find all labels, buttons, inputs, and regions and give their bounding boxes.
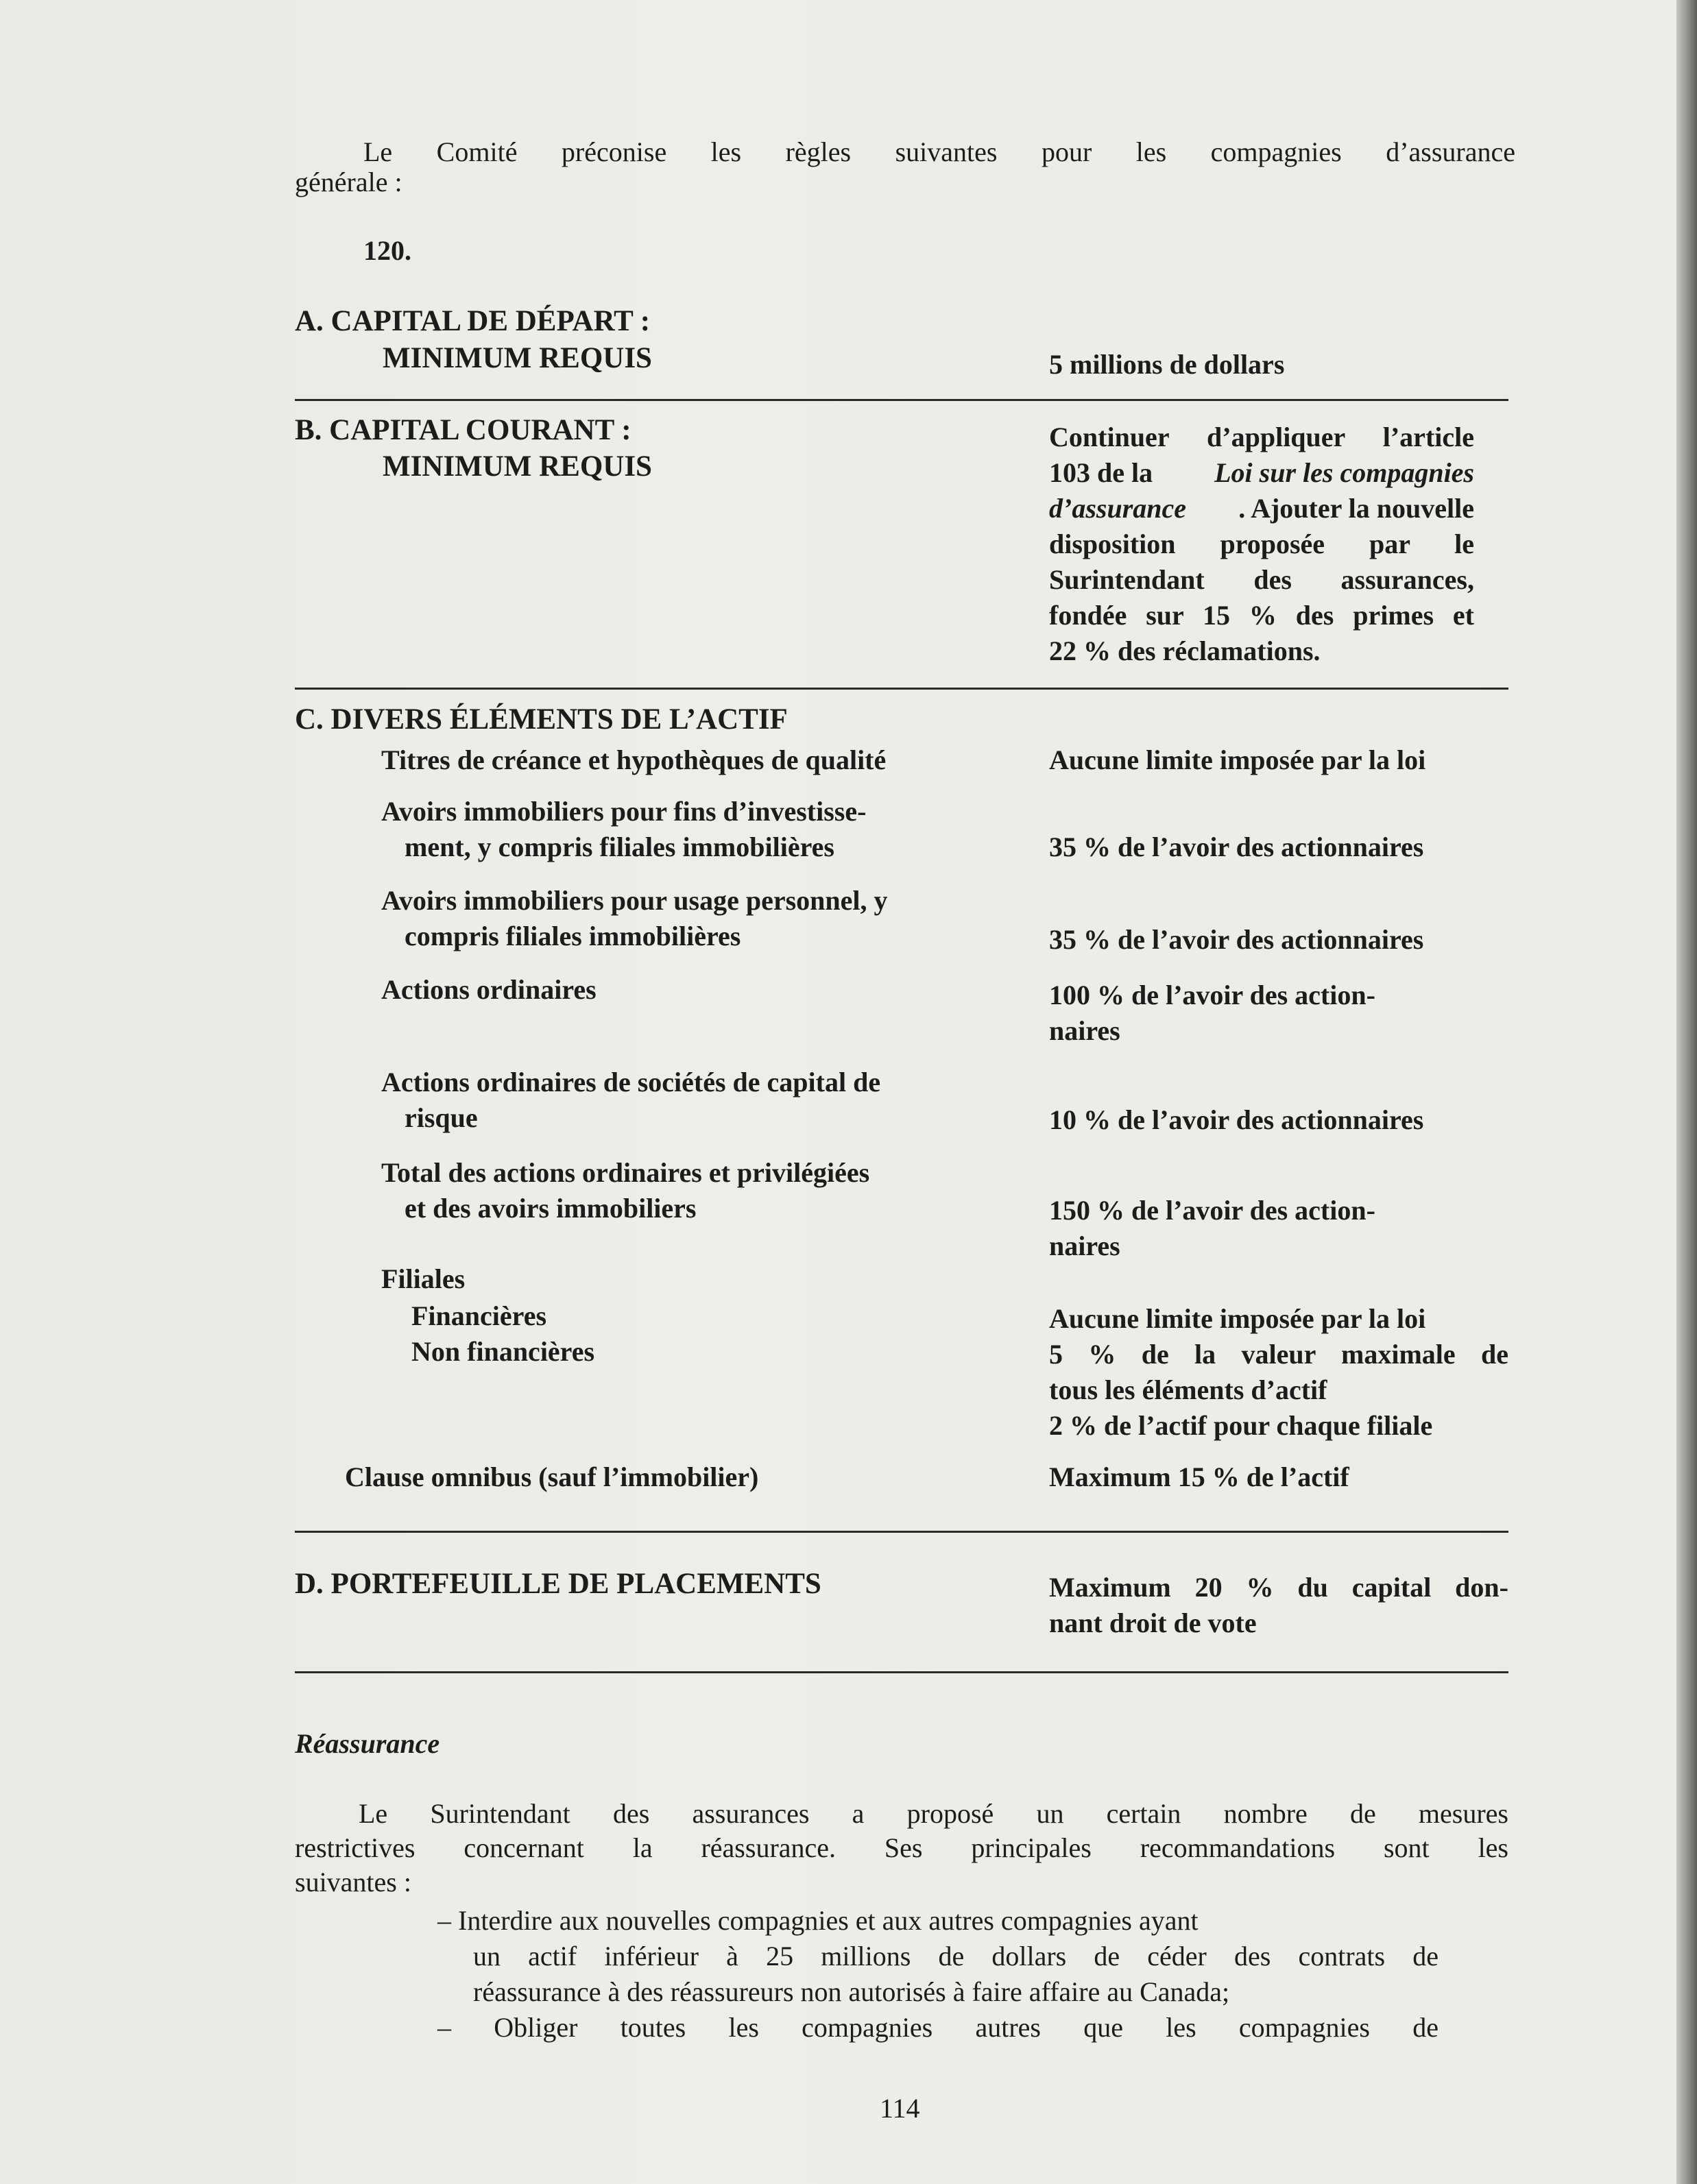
intro-line-2: générale : [295, 167, 402, 197]
section-b-value-7: 22 % des réclamations. [1049, 635, 1321, 666]
total-label-1: Total des actions ordinaires et privilégiées [381, 1157, 870, 1188]
section-b-heading: B. CAPITAL COURANT : [295, 414, 631, 446]
divider-d [295, 1671, 1508, 1673]
section-c-heading: C. DIVERS ÉLÉMENTS DE L’ACTIF [295, 703, 788, 736]
section-d-heading: D. PORTEFEUILLE DE PLACEMENTS [295, 1568, 821, 1600]
total-label-2: et des avoirs immobiliers [405, 1193, 697, 1224]
section-b-sub: MINIMUM REQUIS [383, 450, 652, 483]
risque-label-2: risque [405, 1102, 478, 1133]
non-financieres-label: Non financières [411, 1336, 595, 1367]
section-b-value-2-text: 103 de la [1049, 457, 1153, 488]
section-a-heading: A. CAPITAL DE DÉPART : [295, 305, 651, 337]
perso-label-2: compris filiales immobilières [405, 921, 741, 951]
reassurance-paragraph-3: suivantes : [295, 1867, 411, 1897]
section-b-value-3 [1049, 491, 1474, 526]
section-a-value: 5 millions de dollars [1049, 349, 1285, 380]
filiales-label: Filiales [381, 1263, 466, 1294]
section-b-value-5: Surintendant des assurances, [1049, 564, 1474, 595]
reassurance-title: Réassurance [295, 1728, 440, 1759]
financieres-value: Aucune limite imposée par la loi [1049, 1303, 1426, 1334]
non-financieres-value-2: tous les éléments d’actif [1049, 1374, 1327, 1405]
page-number: 114 [880, 2093, 920, 2124]
titres-value: Aucune limite imposée par la loi [1049, 744, 1426, 775]
section-b-law-title: Loi sur les compagnies [1214, 457, 1474, 488]
divider-b [295, 688, 1508, 690]
total-value-2: naires [1049, 1230, 1120, 1261]
section-b-value-3-text: . Ajouter la nouvelle [1238, 493, 1474, 524]
titres-label: Titres de créance et hypothèques de qualité [381, 744, 887, 775]
reassurance-paragraph-2: restrictives concernant la réassurance. Ses principales recommandations sont les [295, 1832, 1508, 1863]
reassurance-paragraph-1: Le Surintendant des assurances a proposé un certain nombre de mesures [359, 1798, 1508, 1829]
ordinaires-value-2: naires [1049, 1015, 1120, 1046]
bullet-1-line-1: – Interdire aux nouvelles compagnies et aux autres compagnies ayant [437, 1905, 1199, 1936]
section-a-sub: MINIMUM REQUIS [383, 342, 652, 374]
perso-label-1: Avoirs immobiliers pour usage personnel, y [381, 885, 888, 916]
ordinaires-label: Actions ordinaires [381, 974, 597, 1005]
bullet-1-line-2: un actif inférieur à 25 millions de dollars de céder des contrats de [473, 1941, 1439, 1971]
divider-c [295, 1531, 1508, 1533]
section-b-value-6: fondée sur 15 % des primes et [1049, 600, 1474, 631]
section-d-value-2: nant droit de vote [1049, 1607, 1257, 1638]
recommendation-number: 120. [363, 235, 411, 266]
page-edge-shadow [1676, 0, 1697, 2184]
invest-value: 35 % de l’avoir des actionnaires [1049, 832, 1424, 862]
invest-label-1: Avoirs immobiliers pour fins d’investisse- [381, 796, 867, 827]
perso-value: 35 % de l’avoir des actionnaires [1049, 924, 1424, 955]
non-financieres-value-3: 2 % de l’actif pour chaque filiale [1049, 1410, 1433, 1441]
risque-label-1: Actions ordinaires de sociétés de capital de [381, 1067, 881, 1097]
omnibus-label: Clause omnibus (sauf l’immobilier) [345, 1461, 759, 1492]
bullet-1-line-3: réassurance à des réassureurs non autorisés à faire affaire au Canada; [473, 1976, 1230, 2007]
section-b-value-1: Continuer d’appliquer l’article [1049, 422, 1474, 452]
divider-a [295, 399, 1508, 401]
omnibus-value: Maximum 15 % de l’actif [1049, 1461, 1349, 1492]
bullet-2-line-1: – Obliger toutes les compagnies autres que les compagnies de [437, 2012, 1439, 2043]
invest-label-2: ment, y compris filiales immobilières [405, 832, 834, 862]
risque-value: 10 % de l’avoir des actionnaires [1049, 1104, 1424, 1135]
financieres-label: Financières [411, 1300, 547, 1331]
section-b-value-4: disposition proposée par le [1049, 529, 1474, 559]
total-value-1: 150 % de l’avoir des action- [1049, 1195, 1375, 1226]
section-b-law-title-cont: d’assurance [1049, 493, 1187, 524]
section-b-value-2 [1049, 455, 1474, 491]
ordinaires-value-1: 100 % de l’avoir des action- [1049, 980, 1375, 1010]
section-d-value-1: Maximum 20 % du capital don- [1049, 1572, 1508, 1603]
intro-line-1: Le Comité préconise les règles suivantes pour les compagnies d’assurance [363, 136, 1515, 167]
non-financieres-value-1: 5 % de la valeur maximale de [1049, 1339, 1508, 1370]
